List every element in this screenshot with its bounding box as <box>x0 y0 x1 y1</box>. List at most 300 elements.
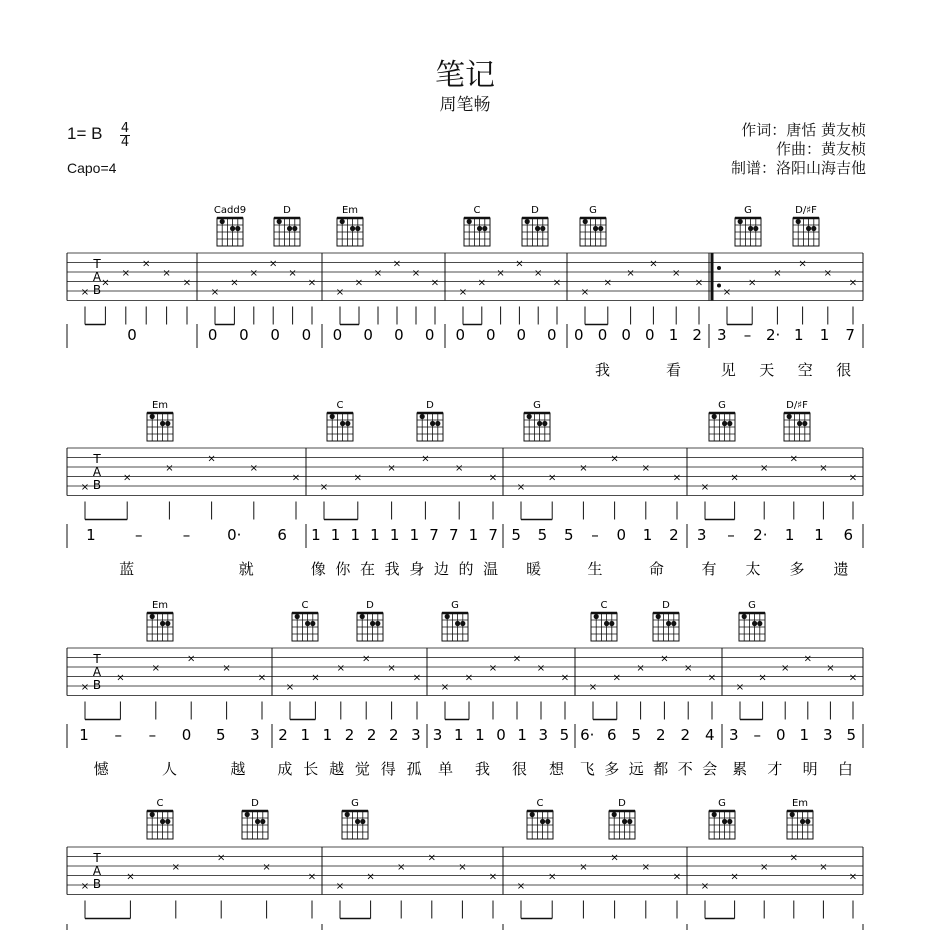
tab-x-mark: × <box>626 268 635 279</box>
lyric-char: 不 <box>677 760 693 778</box>
tab-x-mark: × <box>694 277 704 289</box>
tab-x-mark: × <box>781 663 790 674</box>
tab-x-mark: × <box>354 277 364 289</box>
lyric-char: 累 <box>732 760 748 778</box>
lyric-char: 孤 <box>406 760 422 778</box>
chord-dot <box>787 414 792 419</box>
chord-dot <box>292 226 297 231</box>
chord-dot <box>255 819 260 824</box>
jianpu-note: 1 <box>517 726 527 744</box>
tab-clef-letter: A <box>92 665 102 679</box>
lyric-char: 我 <box>474 760 491 778</box>
chord-name: G <box>533 400 541 411</box>
lyric-char: 有 <box>701 560 717 578</box>
chord-dot <box>712 812 717 817</box>
tab-x-mark: × <box>660 653 669 665</box>
chord-name: G <box>351 798 359 809</box>
chord-dot <box>245 812 250 817</box>
lyric-char: 人 <box>161 760 178 778</box>
chord-dot <box>370 621 375 626</box>
jianpu-note: 5 <box>559 726 570 744</box>
tab-x-mark: × <box>848 672 858 684</box>
tab-x-mark: × <box>455 463 464 474</box>
repeat-dot <box>717 266 721 270</box>
lyric-char: 边 <box>433 560 449 578</box>
chord-dot <box>806 226 811 231</box>
jianpu-note: – <box>182 526 191 544</box>
chord-dot <box>800 819 805 824</box>
tab-x-mark: × <box>80 881 90 892</box>
tab-clef-letter: A <box>92 864 102 878</box>
jianpu-note: 2 <box>680 726 691 744</box>
jianpu-note: 6 <box>606 726 617 744</box>
chord-dot <box>277 219 282 224</box>
tab-x-mark: × <box>249 268 258 279</box>
chord-dot <box>738 219 743 224</box>
tab-x-mark: × <box>672 472 682 484</box>
jianpu-note: 2 <box>278 726 288 744</box>
chord-dot <box>604 621 609 626</box>
tab-clef-letter: T <box>93 257 101 271</box>
chord-name: D <box>426 400 434 411</box>
chord-dot <box>722 421 727 426</box>
jianpu-note: 7 <box>845 326 855 344</box>
chord-dot <box>340 219 345 224</box>
jianpu-note: – <box>727 526 735 544</box>
chord-dot <box>545 819 550 824</box>
lyric-char: 白 <box>837 760 853 778</box>
jianpu-note: – <box>743 326 752 344</box>
jianpu-note: 0 <box>574 326 584 344</box>
lyric-char: 单 <box>437 760 454 778</box>
chord-dot <box>360 614 365 619</box>
tab-x-mark: × <box>515 258 524 270</box>
tab-x-mark: × <box>80 287 90 298</box>
chord-dot <box>230 226 235 231</box>
tab-x-mark: × <box>588 682 598 693</box>
arranger-credit: 制谱：洛阳山海吉他 <box>730 159 866 177</box>
tab-x-mark: × <box>257 672 267 684</box>
chord-name: G <box>451 600 459 611</box>
lyric-char: 得 <box>380 760 396 778</box>
jianpu-note: 3 <box>728 726 739 744</box>
tab-x-mark: × <box>636 663 645 674</box>
jianpu-note: 0 <box>207 326 218 344</box>
lyric-char: 憾 <box>93 760 109 778</box>
chord-dot <box>802 421 807 426</box>
chord-name: Em <box>341 205 359 216</box>
jianpu-note: 0 <box>597 326 608 344</box>
jianpu-note: 2 <box>366 726 377 744</box>
lyric-char: 我 <box>384 560 400 578</box>
jianpu-note: – <box>134 526 143 544</box>
tab-x-mark: × <box>464 672 474 684</box>
tab-x-mark: × <box>641 463 650 474</box>
chord-dot <box>310 621 315 626</box>
tab-x-mark: × <box>392 258 402 270</box>
tab-x-mark: × <box>373 268 383 279</box>
tab-x-mark: × <box>430 277 440 289</box>
tab-x-mark: × <box>319 482 329 493</box>
jianpu-note: 3 <box>432 726 443 744</box>
tab-x-mark: × <box>760 463 769 474</box>
chord-name: Em <box>791 798 809 809</box>
lyric-char: 越 <box>329 760 345 778</box>
tab-x-mark: × <box>534 268 543 279</box>
jianpu-note: 0 <box>621 326 631 344</box>
chord-dot <box>160 421 165 426</box>
tab-x-mark: × <box>440 682 450 693</box>
lyric-char: 生 <box>587 560 603 578</box>
jianpu-note: 1 <box>311 526 321 544</box>
tab-x-mark: × <box>366 871 375 883</box>
tab-x-mark: × <box>421 453 430 465</box>
chord-dot <box>805 819 810 824</box>
tab-x-mark: × <box>80 682 90 693</box>
lyric-char: 暖 <box>526 560 542 578</box>
tab-x-mark: × <box>353 472 362 484</box>
tab-x-mark: × <box>230 277 239 289</box>
chord-dot <box>165 621 170 626</box>
jianpu-note: 0 <box>239 326 249 344</box>
tab-x-mark: × <box>722 287 732 298</box>
tab-x-mark: × <box>612 672 621 684</box>
jianpu-note: 5 <box>215 726 226 744</box>
tab-x-mark: × <box>285 682 295 693</box>
chord-dot <box>287 226 292 231</box>
tab-x-mark: × <box>217 852 226 864</box>
chord-dot <box>671 621 676 626</box>
tab-x-mark: × <box>210 287 220 298</box>
chord-dot <box>340 421 345 426</box>
tab-x-mark: × <box>760 862 769 873</box>
jianpu-note: 0 <box>270 326 280 344</box>
tab-x-mark: × <box>516 881 526 892</box>
chord-name: Em <box>151 600 169 611</box>
tab-x-mark: × <box>552 277 562 289</box>
jianpu-note: 1 <box>794 326 804 344</box>
tab-x-mark: × <box>758 672 767 684</box>
tab-x-mark: × <box>182 277 192 289</box>
tab-x-mark: × <box>579 862 588 873</box>
lyric-char: 觉 <box>354 760 370 778</box>
lyric-char: 在 <box>360 560 376 578</box>
jianpu-note: 2 <box>669 526 679 544</box>
tab-x-mark: × <box>307 277 317 289</box>
chord-dot <box>160 621 165 626</box>
jianpu-note: 0 <box>455 326 466 344</box>
jianpu-note: 3 <box>822 726 833 744</box>
lyric-char: 见 <box>720 361 736 379</box>
chord-dot <box>527 414 532 419</box>
chord-dot <box>420 414 425 419</box>
chord-name: G <box>744 205 752 216</box>
chord-dot <box>742 614 747 619</box>
jianpu-note: 1 <box>668 326 679 344</box>
jianpu-note: 3 <box>411 726 421 744</box>
chord-dot <box>467 219 472 224</box>
tab-x-mark: × <box>80 482 90 493</box>
lyric-char: 就 <box>238 560 254 578</box>
lyric-char: 天 <box>759 361 775 379</box>
jianpu-note: 0 <box>127 326 137 344</box>
jianpu-note: 1 <box>814 526 824 544</box>
tab-x-mark: × <box>335 287 345 298</box>
chord-dot <box>712 414 717 419</box>
jianpu-note: 7 <box>448 526 459 544</box>
tab-x-mark: × <box>151 663 160 674</box>
tab-x-mark: × <box>819 463 828 474</box>
chord-name: D <box>283 205 291 216</box>
lyric-char: 都 <box>653 760 669 778</box>
jianpu-note: 2· <box>766 326 781 344</box>
time-signature-top: 4 <box>120 121 130 136</box>
tab-x-mark: × <box>335 881 345 892</box>
chord-name: G <box>718 400 726 411</box>
tab-x-mark: × <box>730 472 739 484</box>
jianpu-note: 1 <box>475 726 485 744</box>
tab-x-mark: × <box>269 258 278 270</box>
jianpu-note: 1 <box>330 526 341 544</box>
chord-dot <box>360 819 365 824</box>
key-signature: 1= B <box>67 124 103 143</box>
tab-x-mark: × <box>579 463 588 474</box>
tab-x-mark: × <box>311 672 320 684</box>
tab-x-mark: × <box>121 268 130 279</box>
tab-x-mark: × <box>249 463 258 474</box>
jianpu-note: 6· <box>580 726 595 744</box>
tab-x-mark: × <box>848 277 858 289</box>
jianpu-note: 2 <box>692 326 702 344</box>
chord-dot <box>305 621 310 626</box>
chord-dot <box>811 226 816 231</box>
jianpu-note: 3 <box>717 326 727 344</box>
chord-dot <box>220 219 225 224</box>
chord-name: D <box>251 798 259 809</box>
chord-name: D <box>618 798 626 809</box>
tab-x-mark: × <box>387 463 396 474</box>
tab-x-mark: × <box>222 663 231 674</box>
chord-dot <box>540 226 545 231</box>
jianpu-note: – <box>148 726 157 744</box>
tab-x-mark: × <box>207 453 216 465</box>
tab-x-mark: × <box>496 268 505 279</box>
lyric-char: 才 <box>767 760 783 778</box>
chord-dot <box>355 819 360 824</box>
chord-dot <box>748 226 753 231</box>
chord-dot <box>160 819 165 824</box>
tab-x-mark: × <box>126 871 135 883</box>
jianpu-note: 1 <box>350 526 361 544</box>
chord-dot <box>593 226 598 231</box>
lyric-char: 飞 <box>579 760 595 778</box>
lyric-char: 会 <box>702 760 718 778</box>
chord-name: C <box>600 600 608 611</box>
lyric-char: 命 <box>648 560 664 578</box>
chord-dot <box>622 819 627 824</box>
tab-x-mark: × <box>262 862 271 873</box>
jianpu-note: 5 <box>563 526 574 544</box>
chord-dot <box>460 621 465 626</box>
tab-clef-letter: T <box>93 452 101 466</box>
tab-x-mark: × <box>288 268 297 279</box>
tab-x-mark: × <box>123 472 132 484</box>
lyric-char: 很 <box>836 361 852 379</box>
tab-x-mark: × <box>187 653 196 665</box>
lyric-char: 温 <box>483 560 499 578</box>
chord-dot <box>583 219 588 224</box>
chord-dot <box>435 421 440 426</box>
jianpu-note: 0 <box>363 326 373 344</box>
jianpu-note: – <box>114 726 122 744</box>
tab-x-mark: × <box>735 682 745 693</box>
tab-x-mark: × <box>411 268 421 279</box>
tab-x-mark: × <box>603 277 612 289</box>
tab-x-mark: × <box>171 862 180 873</box>
tab-x-mark: × <box>548 871 557 883</box>
tab-x-mark: × <box>730 871 739 883</box>
chord-dot <box>477 226 482 231</box>
singer-name: 周笔畅 <box>439 95 491 115</box>
tab-x-mark: × <box>477 277 486 289</box>
chord-name: C <box>473 205 481 216</box>
chord-dot <box>612 812 617 817</box>
chord-dot <box>757 621 762 626</box>
chord-dot <box>542 421 547 426</box>
chord-dot <box>345 421 350 426</box>
chord-dot <box>797 421 802 426</box>
chord-name: Em <box>151 400 169 411</box>
jianpu-note: 1 <box>86 526 96 544</box>
chord-dot <box>530 812 535 817</box>
chord-dot <box>656 614 661 619</box>
jianpu-note: 1 <box>453 726 464 744</box>
lyric-char: 长 <box>303 760 319 778</box>
jianpu-note: 0 <box>645 326 655 344</box>
lyric-char: 越 <box>230 760 246 778</box>
jianpu-note: 1 <box>468 526 479 544</box>
tab-x-mark: × <box>458 862 467 873</box>
jianpu-note: 3 <box>250 726 260 744</box>
tab-x-mark: × <box>336 663 345 674</box>
chord-name: C <box>536 798 544 809</box>
chord-name: G <box>718 798 726 809</box>
jianpu-note: 3 <box>696 526 707 544</box>
tab-x-mark: × <box>819 862 828 873</box>
chord-dot <box>295 614 300 619</box>
jianpu-note: 6 <box>843 526 854 544</box>
jianpu-note: 7 <box>429 526 439 544</box>
tab-x-mark: × <box>798 258 807 270</box>
tab-x-mark: × <box>488 871 498 883</box>
chord-dot <box>260 819 265 824</box>
chord-name: D/♯F <box>786 400 808 411</box>
chord-dot <box>445 614 450 619</box>
tab-x-mark: × <box>387 663 396 674</box>
chord-dot <box>430 421 435 426</box>
chord-name: G <box>589 205 597 216</box>
lyric-char: 很 <box>511 760 528 778</box>
jianpu-note: – <box>753 726 761 744</box>
lyric-char: 想 <box>548 760 565 778</box>
jianpu-note: 1 <box>322 726 333 744</box>
chord-dot <box>594 614 599 619</box>
repeat-dot <box>717 284 721 288</box>
chord-dot <box>150 614 155 619</box>
chord-dot <box>666 621 671 626</box>
tab-x-mark: × <box>826 663 835 674</box>
chord-dot <box>727 421 732 426</box>
jianpu-note: 0 <box>775 726 786 744</box>
chord-name: D <box>366 600 374 611</box>
jianpu-note: 5 <box>537 526 548 544</box>
tab-clef-letter: B <box>92 283 102 297</box>
lyric-char: 身 <box>409 560 425 578</box>
jianpu-note: 1 <box>799 726 810 744</box>
jianpu-note: 1 <box>819 326 830 344</box>
chord-dot <box>150 812 155 817</box>
chord-dot <box>235 226 240 231</box>
chord-dot <box>727 819 732 824</box>
jianpu-note: 2 <box>655 726 666 744</box>
tab-x-mark: × <box>142 258 151 270</box>
jianpu-note: 0 <box>424 326 435 344</box>
tab-x-mark: × <box>548 472 557 484</box>
jianpu-note: 7 <box>488 526 498 544</box>
chord-dot <box>753 226 758 231</box>
tab-x-mark: × <box>672 268 681 279</box>
tab-x-mark: × <box>560 672 570 684</box>
chord-dot <box>722 819 727 824</box>
chord-name: D <box>531 205 539 216</box>
lyric-char: 蓝 <box>119 560 135 578</box>
jianpu-note: 0 <box>616 526 627 544</box>
chord-dot <box>350 226 355 231</box>
lyric-char: 你 <box>335 560 351 578</box>
chord-name: C <box>336 400 344 411</box>
chord-dot <box>609 621 614 626</box>
jianpu-note: 0· <box>227 526 242 544</box>
jianpu-note: 0 <box>546 326 557 344</box>
chord-dot <box>627 819 632 824</box>
chord-dot <box>150 414 155 419</box>
jianpu-note: 6 <box>277 526 287 544</box>
tab-x-mark: × <box>672 871 682 883</box>
tab-clef-letter: T <box>93 851 101 865</box>
chord-dot <box>540 819 545 824</box>
chord-name: G <box>748 600 756 611</box>
tab-clef-letter: T <box>93 652 101 666</box>
chord-dot <box>796 219 801 224</box>
tab-x-mark: × <box>516 482 526 493</box>
tab-x-mark: × <box>458 287 468 298</box>
tab-x-mark: × <box>823 268 832 279</box>
tab-x-mark: × <box>307 871 317 883</box>
jianpu-note: 0 <box>496 726 506 744</box>
tab-x-mark: × <box>684 663 693 674</box>
lyric-char: 多 <box>789 560 805 578</box>
jianpu-note: 1 <box>642 526 653 544</box>
tab-x-mark: × <box>427 852 436 864</box>
lyric-char: 遗 <box>833 560 849 578</box>
chord-dot <box>752 621 757 626</box>
tab-x-mark: × <box>116 672 125 684</box>
tab-x-mark: × <box>610 453 619 465</box>
jianpu-note: 3 <box>538 726 549 744</box>
tab-x-mark: × <box>848 871 858 883</box>
lyric-char: 空 <box>797 361 813 379</box>
chord-dot <box>345 812 350 817</box>
